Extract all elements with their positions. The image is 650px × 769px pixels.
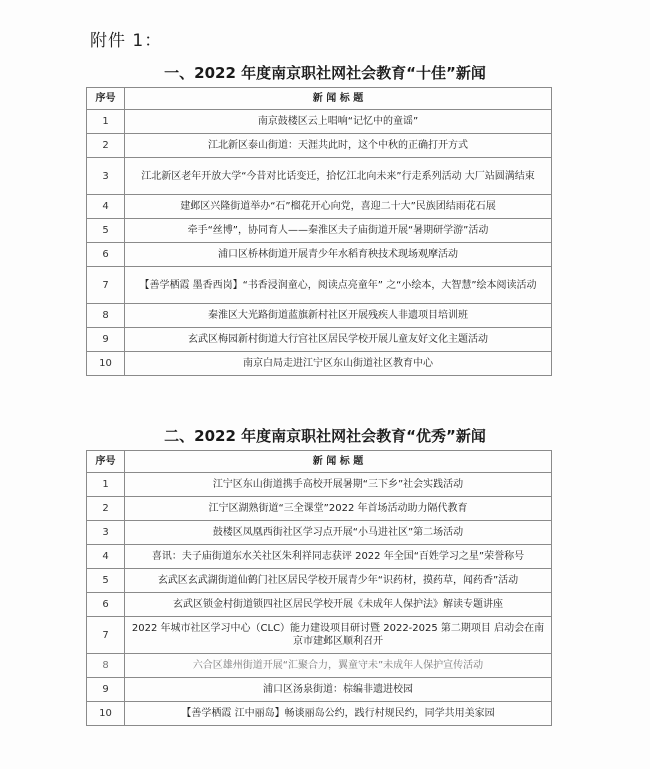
row-num: 8: [87, 654, 125, 678]
row-title: 浦口区汤泉街道：棕编非遗进校园: [125, 678, 552, 702]
header-title: 新 闻 标 题: [125, 88, 552, 110]
table-row: [87, 617, 552, 654]
row-num: 8: [87, 304, 125, 328]
row-title: 牵手“丝博”，协同育人——秦淮区夫子庙街道开展“暑期研学游”活动: [125, 219, 552, 243]
row-num: 5: [87, 569, 125, 593]
row-title: 玄武区玄武湖街道仙鹤门社区居民学校开展青少年“识药材，摸药草，闻药香”活动: [125, 569, 552, 593]
row-num: 1: [87, 110, 125, 134]
row-title: 南京鼓楼区云上唱响“记忆中的童谣”: [125, 110, 552, 134]
table-row: [87, 134, 552, 158]
table-row: [87, 497, 552, 521]
attachment-label: 附件 1：: [90, 31, 163, 51]
row-num: 7: [87, 267, 125, 304]
header-num: 序号: [87, 88, 125, 110]
row-num: 5: [87, 219, 125, 243]
table-row: [87, 304, 552, 328]
top-ten-news-table: [86, 87, 552, 376]
table-row: [87, 654, 552, 678]
table-row: [87, 158, 552, 195]
row-title: 喜讯：夫子庙街道东水关社区朱利祥同志获评 2022 年全国“百姓学习之星”荣誉称号: [125, 545, 552, 569]
row-num: 4: [87, 195, 125, 219]
row-num: 6: [87, 243, 125, 267]
row-num: 2: [87, 134, 125, 158]
table-row: [87, 328, 552, 352]
table-row: [87, 219, 552, 243]
section2-title: 二、2022 年度南京职社网社会教育“优秀”新闻: [164, 427, 486, 445]
row-title: 浦口区桥林街道开展青少年水稻育秧技术现场观摩活动: [125, 243, 552, 267]
table-row: [87, 702, 552, 726]
row-title: 【善学栖霞 墨香西岗】“书香浸润童心，阅读点亮童年” 之“小绘本，大智慧”绘本阅读活动: [125, 267, 552, 304]
table-row: [87, 110, 552, 134]
row-num: 9: [87, 678, 125, 702]
row-num: 3: [87, 158, 125, 195]
header-num: 序号: [87, 451, 125, 473]
table-row: [87, 569, 552, 593]
table-row: [87, 521, 552, 545]
row-num: 10: [87, 352, 125, 376]
table-row: [87, 473, 552, 497]
row-num: 1: [87, 473, 125, 497]
row-title: 玄武区锁金村街道锁四社区居民学校开展《未成年人保护法》解读专题讲座: [125, 593, 552, 617]
row-title: 江宁区东山街道携手高校开展暑期“三下乡”社会实践活动: [125, 473, 552, 497]
row-num: 10: [87, 702, 125, 726]
row-title: 六合区雄州街道开展“汇聚合力，翼童守未”未成年人保护宣传活动: [125, 654, 552, 678]
row-title: 2022 年城市社区学习中心（CLC）能力建设项目研讨暨 2022-2025 第二期项目 启动会在南京市建邺区顺利召开: [125, 617, 552, 654]
section1-title: 一、2022 年度南京职社网社会教育“十佳”新闻: [164, 64, 486, 82]
row-num: 4: [87, 545, 125, 569]
table-row: [87, 593, 552, 617]
table-header-row: [87, 451, 552, 473]
table-row: [87, 243, 552, 267]
table-row: [87, 352, 552, 376]
table-row: [87, 267, 552, 304]
table-row: [87, 195, 552, 219]
row-title: 玄武区梅园新村街道大行宫社区居民学校开展儿童友好文化主题活动: [125, 328, 552, 352]
table-row: [87, 545, 552, 569]
row-num: 3: [87, 521, 125, 545]
row-title: 建邺区兴隆街道举办“石”榴花开心向党，喜迎二十大”民族团结雨花石展: [125, 195, 552, 219]
excellent-news-table: [86, 450, 552, 726]
header-title: 新 闻 标 题: [125, 451, 552, 473]
row-title: 江宁区湖熟街道“三全课堂”2022 年首场活动助力隔代教育: [125, 497, 552, 521]
row-title: 鼓楼区凤凰西街社区学习点开展“小马进社区”第二场活动: [125, 521, 552, 545]
row-num: 6: [87, 593, 125, 617]
table-row: [87, 678, 552, 702]
row-title: 秦淮区大光路街道蓝旗新村社区开展残疾人非遗项目培训班: [125, 304, 552, 328]
row-num: 2: [87, 497, 125, 521]
row-num: 9: [87, 328, 125, 352]
row-title: 江北新区泰山街道：天涯共此时，这个中秋的正确打开方式: [125, 134, 552, 158]
row-title: 【善学栖霞 江中丽岛】畅谈丽岛公约，践行村规民约，同学共用美家园: [125, 702, 552, 726]
table-header-row: [87, 88, 552, 110]
row-title: 江北新区老年开放大学“今昔对比话变迁，拾忆江北向未来”行走系列活动 大厂站圆满结束: [125, 158, 552, 195]
row-num: 7: [87, 617, 125, 654]
row-title: 南京白局走进江宁区东山街道社区教育中心: [125, 352, 552, 376]
